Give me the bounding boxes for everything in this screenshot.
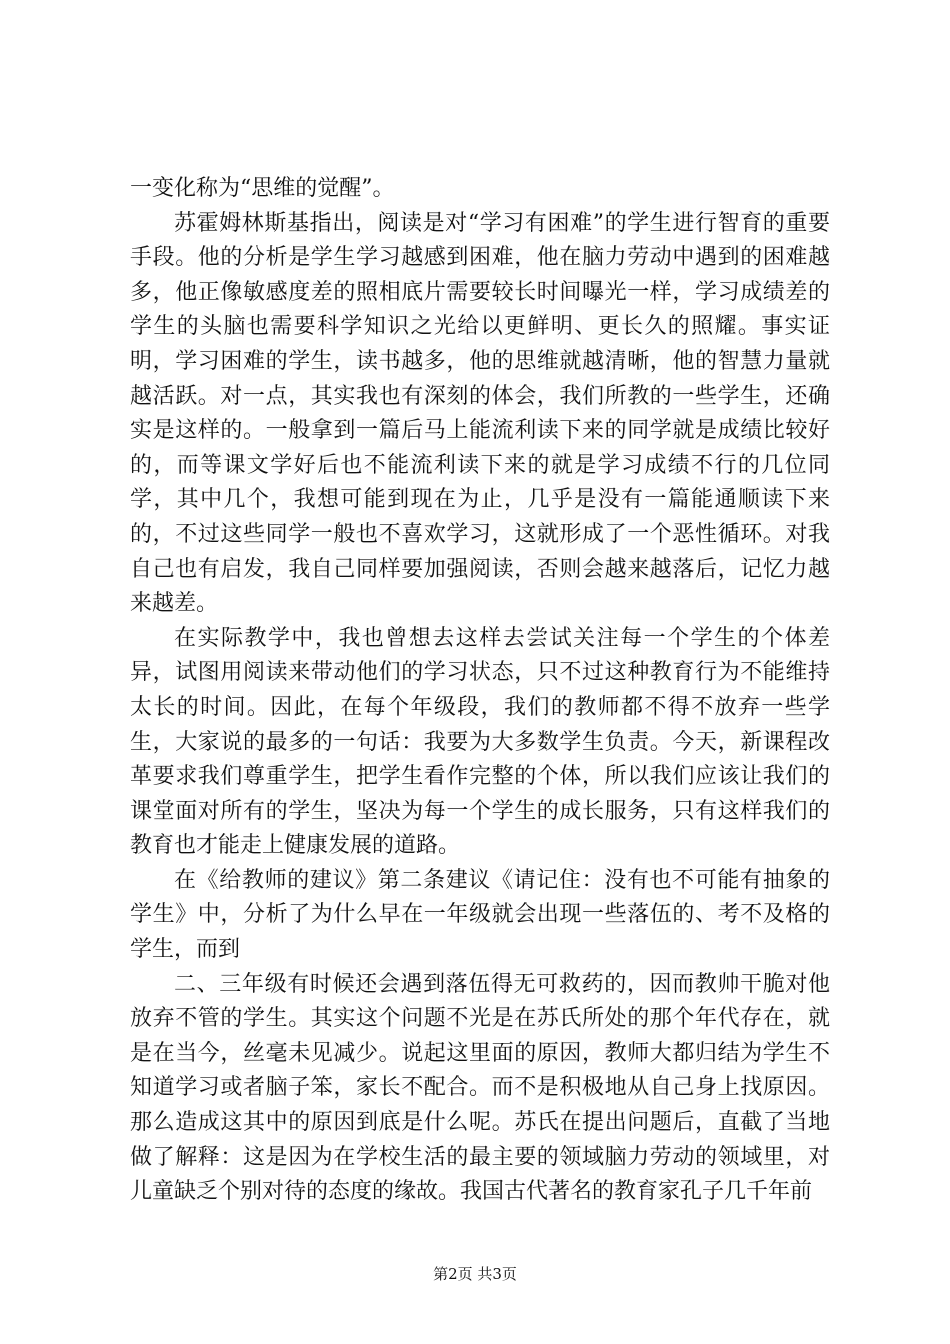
- paragraph-1: 一变化称为“思维的觉醒”。: [130, 176, 395, 201]
- paragraph-4: 在《给教师的建议》第二条建议《请记住：没有也不可能有抽象的学生》中，分析了为什么早在一年级就会出现一些落伍的、考不及格的学生，而到: [130, 867, 830, 963]
- paragraph-2: 苏霍姆林斯基指出，阅读是对“学习有困难”的学生进行智育的重要手段。他的分析是学生学习越感到困难，他在脑力劳动中遇到的困难越多，他正像敏感度差的照相底片需要较长时间曝光一样，学习成绩差的学生的头脑也需要科学知识之光给以更鲜明、更长久的照耀。事实证明，学习困难的学生，读书越多，他的思维就越清晰，他的智慧力量就越活跃。对一点，其实我也有深刻的体会，我们所教的一些学生，还确实是这样的。一般拿到一篇后马上能流利读下来的同学就是成绩比较好的，而等课文学好后也不能流利读下来的就是学习成绩不行的几位同学，其中几个，我想可能到现在为止，几乎是没有一篇能通顺读下来的，不过这些同学一般也不喜欢学习，这就形成了一个恶性循环。对我自己也有启发，我自己同样要加强阅读，否则会越来越落后，记忆力越来越差。: [130, 210, 830, 617]
- paragraph-5: 二、三年级有时候还会遇到落伍得无可救药的，因而教帅干脆对他放弃不管的学生。其实这个问题不光是在苏氏所处的那个年代存在，就是在当今，丝毫未见减少。说起这里面的原因，教师大都归结为学生不知道学习或者脑子笨，家长不配合。而不是积极地从自己身上找原因。那么造成这其中的原因到底是什么呢。苏氏在提出问题后，直截了当地做了解释：这是因为在学校生活的最主要的领域脑力劳动的领域里，对儿童缺乏个别对待的态度的缘故。我国古代著名的教育家孔子几千年前: [130, 971, 830, 1205]
- paragraph-3: 在实际教学中，我也曾想去这样去尝试关注每一个学生的个体差异，试图用阅读来带动他们的学习状态，只不过这种教育行为不能维持太长的时间。因此，在每个年级段，我们的教师都不得不放弃一些学生，大家说的最多的一句话：我要为大多数学生负责。今天，新课程改革要求我们尊重学生，把学生看作完整的个体，所以我们应该让我们的课堂面对所有的学生，坚决为每一个学生的成长服务，只有这样我们的教育也才能走上健康发展的道路。: [130, 625, 830, 859]
- document-body: [130, 172, 830, 1210]
- page-number-footer: 第2页 共3页: [433, 1265, 517, 1283]
